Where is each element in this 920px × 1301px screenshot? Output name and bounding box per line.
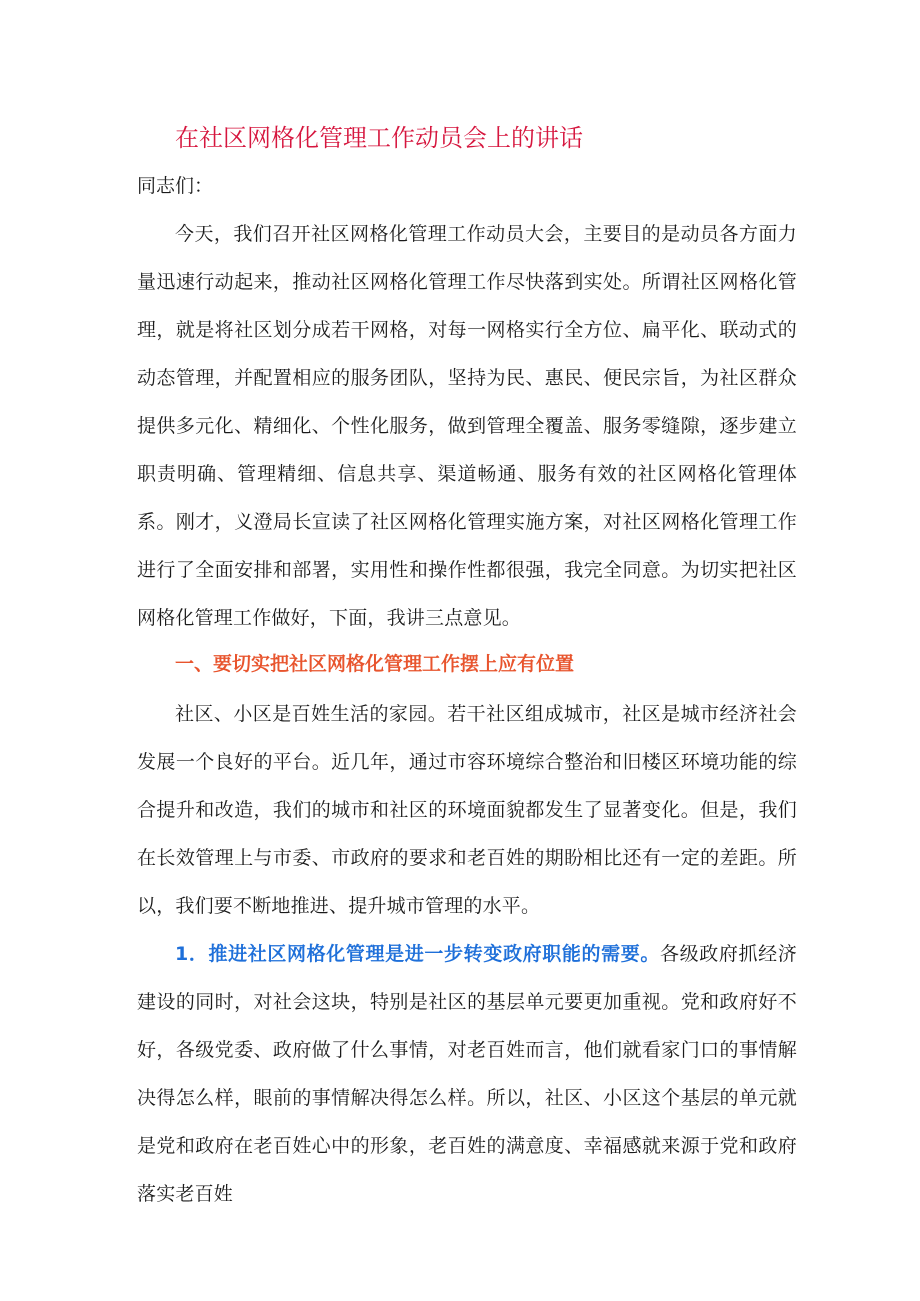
paragraph-point1 [137, 930, 797, 1218]
document-title: 在社区网格化管理工作动员会上的讲话 [175, 124, 583, 152]
salutation: 同志们： [137, 175, 214, 197]
section-heading-1: 一、要切实把社区网格化管理工作摆上应有位置 [175, 653, 575, 675]
paragraph-intro: 今天，我们召开社区网格化管理工作动员大会，主要目的是动员各方面力量迅速行动起来，推动社区网格化管理工作尽快落到实处。所谓社区网格化管理，就是将社区划分成若干网格，对每一网格实行全方位、扁平化、联动式的动态管理，并配置相应的服务团队，坚持为民、惠民、便民宗旨，为社区群众提供多元化、精细化、个性化服务，做到管理全覆盖、服务零缝隙，逐步建立职责明确、管理精细、信息共享、渠道畅通、服务有效的社区网格化管理体系。刚才，义澄局长宣读了社区网格化管理实施方案，对社区网格化管理工作进行了全面安排和部署，实用性和操作性都很强，我完全同意。为切实把社区网格化管理工作做好，下面，我讲三点意见。 [137, 223, 797, 629]
point1-body: 各级政府抓经济建设的同时，对社会这块，特别是社区的基层单元要更加重视。党和政府好不好，各级党委、政府做了什么事情，对老百姓而言，他们就看家门口的事情解决得怎么样，眼前的事情解决得怎么样。所以，社区、小区这个基层的单元就是党和政府在老百姓心中的形象，老百姓的满意度、幸福感就来源于党和政府落实老百姓 [137, 943, 797, 1205]
point1-lead: 1．推进社区网格化管理是进一步转变政府职能的需要。 [175, 943, 660, 965]
paragraph-section1: 社区、小区是百姓生活的家园。若干社区组成城市，社区是城市经济社会发展一个良好的平台。近几年，通过市容环境综合整治和旧楼区环境功能的综合提升和改造，我们的城市和社区的环境面貌都发生了显著变化。但是，我们在长效管理上与市委、市政府的要求和老百姓的期盼相比还有一定的差距。所以，我们要不断地推进、提升城市管理的水平。 [137, 703, 797, 917]
